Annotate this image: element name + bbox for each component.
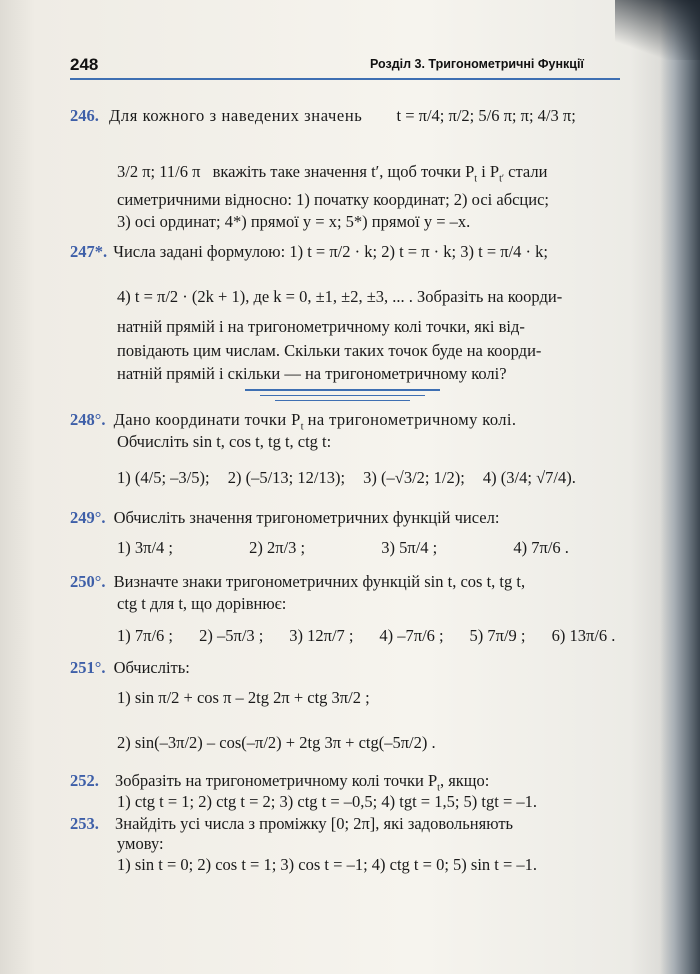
exercise-247-line-4: повідають цим числам. Скільки таких точок буде на коорди-: [117, 341, 542, 360]
page-corner-shadow: [615, 0, 700, 60]
option: 2) –5π/3 ;: [199, 626, 264, 645]
exercise-246-line-2: [117, 162, 547, 189]
exercise-number: 250°.: [70, 572, 106, 591]
exercise-number: 248°.: [70, 410, 106, 429]
exercise-251-line-1: [70, 658, 190, 678]
section-divider: [275, 400, 410, 401]
option: 3) 12π/7 ;: [289, 626, 354, 645]
page-number: 248: [70, 55, 99, 74]
exercise-246-line-4: 3) осі ординат; 4*) прямої y = x; 5*) прямої y = –x.: [117, 212, 471, 231]
text: Дано координати точки P: [113, 410, 301, 429]
exercise-number: 247*.: [70, 242, 108, 261]
subscript: t: [437, 782, 440, 794]
header-rule: [70, 78, 620, 80]
subscript: t: [300, 421, 304, 433]
exercise-number: 246.: [70, 106, 99, 125]
text: Визначте знаки тригонометричних функцій sin t, cos t, tg t,: [113, 572, 526, 591]
subscript: t: [474, 173, 478, 185]
option: 6) 13π/6 .: [551, 626, 616, 645]
exercise-251-expression-1: 1) sin π/2 + cos π – 2tg 2π + ctg 3π/2 ;: [117, 688, 370, 707]
exercise-246-line-1: [70, 106, 576, 126]
exercise-248-options: [117, 468, 576, 488]
exercise-250-line-2: ctg t для t, що дорівнює:: [117, 594, 287, 613]
text: стали: [508, 162, 548, 181]
math-expression: t = π/4; π/2; 5/6 π; π; 4/3 π;: [396, 106, 576, 125]
exercise-249-line-1: [70, 508, 499, 528]
option: 3) (–√3/2; 1/2);: [363, 468, 465, 487]
exercise-253-line-3: 1) sin t = 0; 2) cos t = 1; 3) cos t = –1; 4) ctg t = 0; 5) sin t = –1.: [117, 855, 538, 874]
exercise-number: 249°.: [70, 508, 106, 527]
option: 4) 7π/6 .: [513, 538, 569, 557]
math-expression: Числа задані формулою: 1) t = π/2 · k; 2) t = π · k; 3) t = π/4 · k;: [113, 242, 549, 261]
option: 2) 2π/3 ;: [249, 538, 306, 557]
text: , якщо:: [439, 771, 490, 790]
exercise-247-line-1: [70, 242, 548, 262]
option: 1) 7π/6 ;: [117, 626, 173, 645]
exercise-247-line-2: 4) t = π/2 · (2k + 1), де k = 0, ±1, ±2, ±3, ... . Зобразіть на коорди-: [117, 287, 563, 306]
option: 1) (4/5; –3/5);: [117, 468, 210, 487]
section-divider: [260, 395, 425, 396]
text: на тригонометричному колі.: [307, 410, 517, 429]
text: Зобразіть на тригонометричному колі точки P: [115, 771, 438, 790]
option: 4) (3/4; √7/4).: [482, 468, 576, 487]
exercise-247-line-5: натній прямій і скільки — на тригонометричному колі?: [117, 364, 507, 383]
exercise-247-line-3: натній прямій і на тригонометричному колі точки, які від-: [117, 317, 525, 336]
exercise-253-line-2: умову:: [117, 834, 164, 853]
section-title: Розділ 3. Тригонометричні Функції: [370, 57, 584, 71]
exercise-number: 253.: [70, 814, 99, 833]
exercise-251-expression-2: 2) sin(–3π/2) – cos(–π/2) + 2tg 3π + ctg(–5π/2) .: [117, 733, 436, 752]
exercise-248-line-2: Обчисліть sin t, cos t, tg t, ctg t:: [117, 432, 332, 451]
page-spine-shadow: [660, 0, 700, 974]
text: Для кожного з наведених значень: [109, 106, 363, 125]
exercise-250-options: [117, 626, 615, 646]
option: 1) 3π/4 ;: [117, 538, 173, 557]
exercise-number: 252.: [70, 771, 99, 790]
exercise-252-line-2: 1) ctg t = 1; 2) ctg t = 2; 3) ctg t = –0,5; 4) tgt = 1,5; 5) tgt = –1.: [117, 792, 538, 811]
text: Обчисліть:: [113, 658, 190, 677]
option: 3) 5π/4 ;: [381, 538, 438, 557]
exercise-253-line-1: [70, 814, 513, 834]
math-expression: 3/2 π; 11/6 π: [117, 162, 201, 181]
text: Знайдіть усі числа з проміжку [0; 2π], які задовольняють: [115, 814, 514, 833]
option: 4) –7π/6 ;: [379, 626, 444, 645]
exercise-249-options: [117, 538, 569, 558]
subscript: t′: [499, 173, 505, 185]
exercise-250-line-1: [70, 572, 525, 592]
section-divider: [245, 389, 440, 391]
exercise-246-line-3: симетричними відносно: 1) початку координат; 2) осі абсцис;: [117, 190, 549, 209]
text: вкажіть таке значення t′, щоб точки P: [212, 162, 475, 181]
option: 2) (–5/13; 12/13);: [227, 468, 346, 487]
exercise-number: 251°.: [70, 658, 106, 677]
text: Обчисліть значення тригонометричних функцій чисел:: [113, 508, 500, 527]
text: і P: [481, 162, 500, 181]
option: 5) 7π/9 ;: [469, 626, 526, 645]
